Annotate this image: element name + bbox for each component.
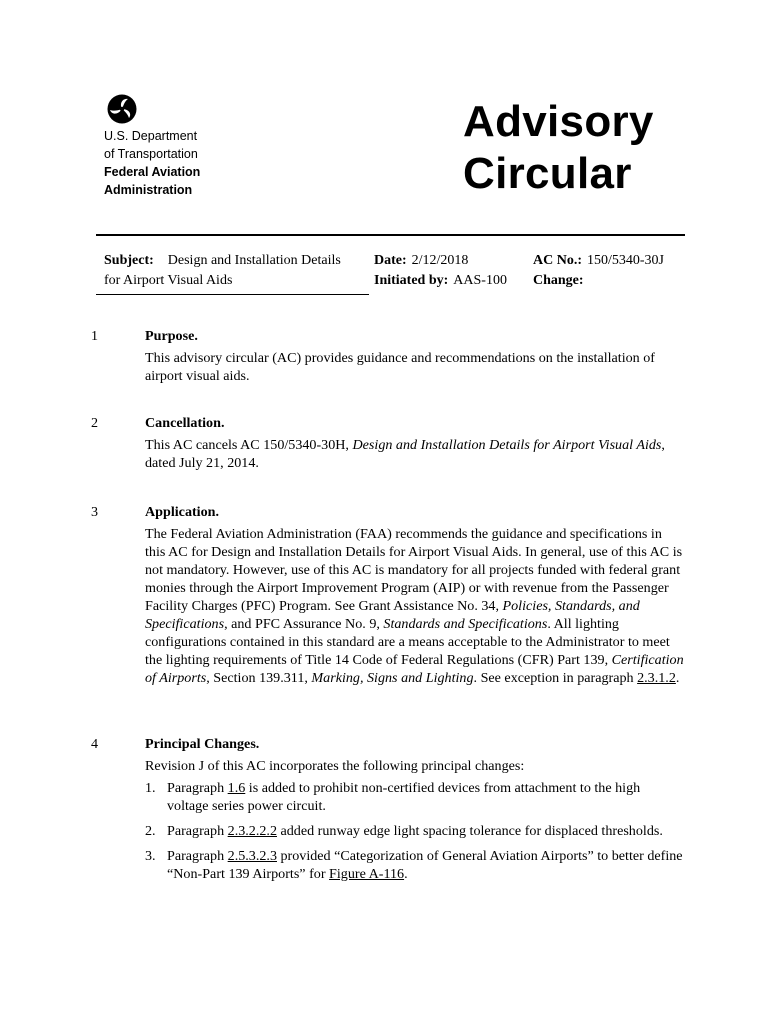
subject-block: [104, 252, 362, 292]
section-title: Application.: [145, 504, 220, 520]
paragraph-link[interactable]: 2.5.3.2.3: [227, 848, 277, 864]
document-title-ref: Marking, Signs and Lighting: [311, 670, 474, 686]
change-label: Change:: [533, 273, 584, 288]
text-run: . See exception in paragraph: [473, 670, 638, 686]
section-body: [145, 525, 685, 687]
text-run: The Federal Aviation Administration (FAA) recommends the guidance and specifications in this AC for Design and Installation Details for Airport Visual Aids. In general, use of this AC is not mandatory. However, use of this AC is mandatory for all projects funded with federal grant monies through the Airport Improvement Program (AIP) or with revenue from the Passenger Facility Charges (PFC) Program. See Grant Assistance No. 34,: [145, 526, 683, 614]
date-label: Date:: [374, 253, 407, 268]
section-title: Purpose.: [145, 328, 198, 344]
section-body: Revision J of this AC incorporates the following principal changes:: [145, 758, 525, 774]
title-line: Circular: [463, 149, 632, 198]
text-run: .: [404, 866, 408, 882]
text-run: Paragraph: [167, 848, 228, 864]
paragraph-link[interactable]: 1.6: [227, 780, 246, 796]
section-number: 4: [91, 736, 99, 752]
acno-value: 150/5340-30J: [587, 253, 664, 268]
agency-block: [104, 127, 200, 199]
text-run: added runway edge light spacing tolerance for displaced thresholds.: [276, 823, 663, 839]
paragraph-link[interactable]: 2.3.2.2.2: [227, 823, 277, 839]
changes-list: [145, 779, 685, 883]
list-item: [145, 779, 685, 815]
document-title-ref: Policies, Standards, and Specifications: [145, 598, 640, 632]
list-number: 2.: [145, 823, 156, 839]
subject-value-cont: for Airport Visual Aids: [104, 273, 233, 288]
document-title-ref: Certification of Airports: [145, 652, 684, 686]
section-body: [145, 436, 685, 472]
text-run: , Section 139.311,: [206, 670, 312, 686]
section-title: Principal Changes.: [145, 736, 260, 752]
list-number: 1.: [145, 780, 156, 796]
document-type-title: [463, 96, 654, 200]
section-number: 3: [91, 504, 99, 520]
subject-rule: [96, 294, 369, 295]
list-item: [145, 822, 685, 840]
text-run: , dated July 21, 2014.: [145, 437, 665, 471]
section-title: Cancellation.: [145, 415, 225, 431]
document-title-ref: Standards and Specifications: [383, 616, 548, 632]
list-item: [145, 847, 685, 883]
initiated-value: AAS-100: [453, 273, 507, 288]
header-rule: [96, 234, 685, 236]
paragraph-link[interactable]: 2.3.1.2: [637, 670, 676, 686]
agency-line-bold: Administration: [104, 183, 193, 197]
date-value: 2/12/2018: [411, 253, 469, 268]
agency-line: of Transportation: [104, 147, 198, 161]
text-run: . All lighting configurations contained in this standard are a means acceptable to the Administrator to meet the lighting requirements of Title 14 Code of Federal Regulations (CFR) Part 139,: [145, 616, 670, 668]
text-run: , and PFC Assurance No. 9,: [224, 616, 384, 632]
list-number: 3.: [145, 848, 156, 864]
subject-value: Design and Installation Details: [167, 253, 341, 268]
ac-number-block: [533, 252, 683, 292]
figure-link[interactable]: Figure A-116: [329, 866, 405, 882]
subject-label: Subject:: [104, 253, 154, 268]
text-run: .: [675, 670, 680, 686]
text-run: provided “Categorization of General Aviation Airports” to better define “Non-Part 139 Airports” for: [167, 848, 683, 882]
text-run: This AC cancels AC 150/5340-30H,: [145, 437, 353, 453]
document-title-ref: Design and Installation Details for Airport Visual Aids: [352, 437, 662, 453]
title-line: Advisory: [463, 97, 654, 146]
agency-line-bold: Federal Aviation: [104, 165, 201, 179]
date-block: [374, 252, 524, 292]
text-run: Paragraph: [167, 780, 228, 796]
section-body: This advisory circular (AC) provides guidance and recommendations on the installation of airport visual aids.: [145, 350, 655, 384]
dot-triskelion-logo-icon: [107, 94, 137, 124]
section-number: 1: [91, 328, 99, 344]
text-run: is added to prohibit non-certified devices from attachment to the high voltage series power circuit.: [167, 780, 641, 814]
text-run: Paragraph: [167, 823, 228, 839]
section-number: 2: [91, 415, 99, 431]
agency-line: U.S. Department: [104, 129, 198, 143]
acno-label: AC No.:: [533, 253, 582, 268]
initiated-label: Initiated by:: [374, 273, 449, 288]
